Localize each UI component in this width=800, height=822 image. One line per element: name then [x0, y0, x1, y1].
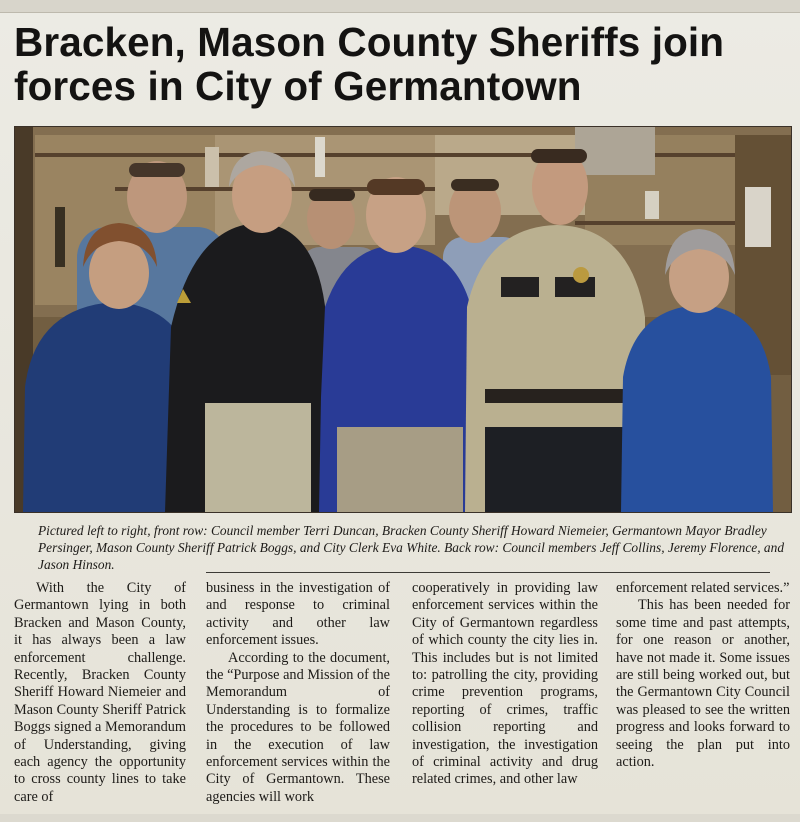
- photo-caption: Pictured left to right, front row: Council member Terri Duncan, Bracken County Sheriff Howard Niemeier, Germantown Mayor Bradley Persinger, Mason County Sheriff Patrick Boggs, and City Clerk Eva White. Back row: Council members Jeff Collins, Jeremy Florence, and Jason Hinson.: [38, 523, 785, 572]
- group-photo-illustration: [15, 127, 791, 512]
- group-photo: [14, 126, 792, 513]
- article-column-4: [616, 580, 790, 771]
- column-2-paragraph-1: business in the investigation of and response to criminal activity and other law enforcement issues.: [206, 580, 390, 649]
- column-4-paragraph-2: This has been needed for some time and past attempts, for one reason or another, have not made it. Some issues are still being worked out, but the Germantown City Council was pleased to see the written progress and looks forward to seeing the plan put into action.: [616, 597, 790, 771]
- article-headline: Bracken, Mason County Sheriffs join forces in City of Germantown: [14, 19, 725, 109]
- top-border: [0, 0, 800, 13]
- caption-divider: [206, 572, 770, 573]
- bottom-border: [0, 814, 800, 822]
- column-2-paragraph-2: According to the document, the “Purpose and Mission of the Memorandum of Understanding is to formalize the procedures to be followed in the execution of law enforcement services within the City of Germantown. These agencies will work: [206, 649, 390, 805]
- article-column-1: [14, 580, 186, 806]
- column-3-paragraph-1: cooperatively in providing law enforcement services within the City of Germantown regardless of which county the city lies in. This includes but is not limited to: patrolling the city, providing crime prevention programs, reporting of crimes, traffic collision reporting and investigation, the investigation of criminal activity and drug related crimes, and other law: [412, 580, 598, 788]
- column-1-paragraph-1: With the City of Germantown lying in both Bracken and Mason County, it has always been a law enforcement challenge. Recently, Bracken County Sheriff Howard Niemeier and Mason County Sheriff Patrick Boggs signed a Memorandum of Understanding, giving each agency the opportunity to cross county lines to take care of: [14, 580, 186, 805]
- article-column-3: [412, 580, 598, 789]
- article-column-2: [206, 580, 390, 806]
- column-4-paragraph-1: enforcement related services.”: [616, 580, 790, 596]
